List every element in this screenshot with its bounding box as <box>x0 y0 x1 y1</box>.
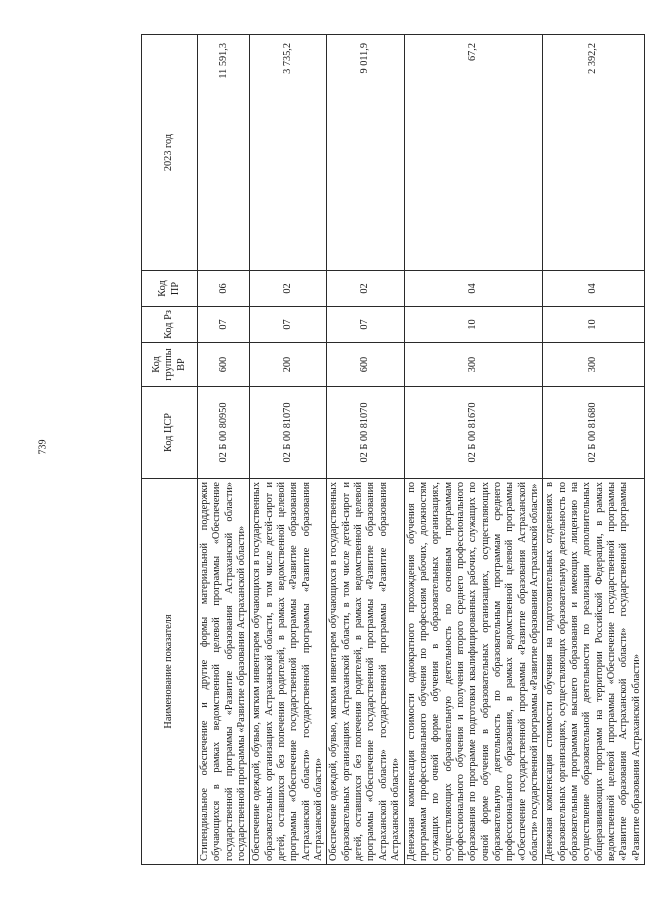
row-vr: 200 <box>250 343 327 387</box>
table-row <box>198 35 250 865</box>
row-sum: 3 735,2 <box>250 35 327 271</box>
row-name: Обеспечение одеждой, обувью, мягким инвентарем обучающихся в государственных образовательных организациях Астраханской области, в том числе детей-сирот и детей, оставшихся без попечения родителей, в рамках ведомственной целевой программы «Обеспечение государственной программы «Развитие образования Астраханской области» государственной программы «Развитие образования Астраханской области» <box>250 479 327 865</box>
header-vr: Код группы ВР <box>142 343 198 387</box>
row-pr: 02 <box>250 271 327 307</box>
row-sum: 67,2 <box>404 35 543 271</box>
row-pr: 04 <box>404 271 543 307</box>
page-number: 739 <box>37 439 49 455</box>
table-row <box>543 35 645 865</box>
row-csr: 02 Б 00 81680 <box>543 387 645 479</box>
header-rz: Код Рз <box>142 307 198 343</box>
rotated-table-container <box>141 35 642 865</box>
table-row <box>327 35 404 865</box>
row-vr: 600 <box>327 343 404 387</box>
row-rz: 07 <box>327 307 404 343</box>
table-row <box>404 35 543 865</box>
row-pr: 02 <box>327 271 404 307</box>
row-vr: 600 <box>198 343 250 387</box>
row-name: Обеспечение одеждой, обувью, мягким инвентарем обучающихся в государственных образовательных организациях Астраханской области, в том числе детей-сирот и детей, оставшихся без попечения родителей, в рамках ведомственной целевой программы «Обеспечение государственной программы «Развитие образования Астраханской области» государственной программы «Развитие образования Астраханской области» <box>327 479 404 865</box>
row-csr: 02 Б 00 80950 <box>198 387 250 479</box>
row-rz: 07 <box>198 307 250 343</box>
row-csr: 02 Б 00 81070 <box>327 387 404 479</box>
header-csr: Код ЦСР <box>142 387 198 479</box>
row-rz: 07 <box>250 307 327 343</box>
header-sum: 2023 год <box>142 35 198 271</box>
row-vr: 300 <box>404 343 543 387</box>
row-sum: 2 392,2 <box>543 35 645 271</box>
row-pr: 04 <box>543 271 645 307</box>
budget-table <box>141 34 645 865</box>
row-sum: 9 011,9 <box>327 35 404 271</box>
row-sum: 11 591,3 <box>198 35 250 271</box>
row-csr: 02 Б 00 81670 <box>404 387 543 479</box>
row-name: Денежная компенсация стоимости однократного прохождения обучения по программам профессионального обучения по профессиям рабочих, должностям служащих по очной форме обучения в образовательных организациях, осуществляющих образовательную деятельность по основным программам профессионального обучения и получения второго среднего профессионального образования по программе подготовки квалифицированных рабочих, служащих по очной форме обучения в образовательных организациях, осуществляющих образовательную деятельность по образовательным программам среднего профессионального образования, в рамках ведомственной целевой программы «Обеспечение государственной программы «Развитие образования Астраханской области» государственной программы «Развитие образования Астраханской области» <box>404 479 543 865</box>
row-rz: 10 <box>404 307 543 343</box>
row-vr: 300 <box>543 343 645 387</box>
row-csr: 02 Б 00 81070 <box>250 387 327 479</box>
header-name: Наименование показателя <box>142 479 198 865</box>
header-row <box>142 35 198 865</box>
row-rz: 10 <box>543 307 645 343</box>
table-row <box>250 35 327 865</box>
row-name: Стипендиальное обеспечение и другие формы материальной поддержки обучающихся в рамках ведомственной целевой программы «Обеспечение государственной программы «Развитие образования Астраханской области» государственной программы «Развитие образования Астраханской области» <box>198 479 250 865</box>
row-pr: 06 <box>198 271 250 307</box>
row-name: Денежная компенсация стоимости обучения на подготовительных отделениях в образовательных организациях, осуществляющих образовательную деятельность по образовательным программам высшего образования и имеющих лицензию на осуществление образовательной деятельности по реализации дополнительных общеразвивающих программ на территории Российской Федерации, в рамках ведомственной целевой программы «Обеспечение государственной программы «Развитие образования Астраханской области» государственной программы «Развитие образования Астраханской области» <box>543 479 645 865</box>
header-pr: Код ПР <box>142 271 198 307</box>
